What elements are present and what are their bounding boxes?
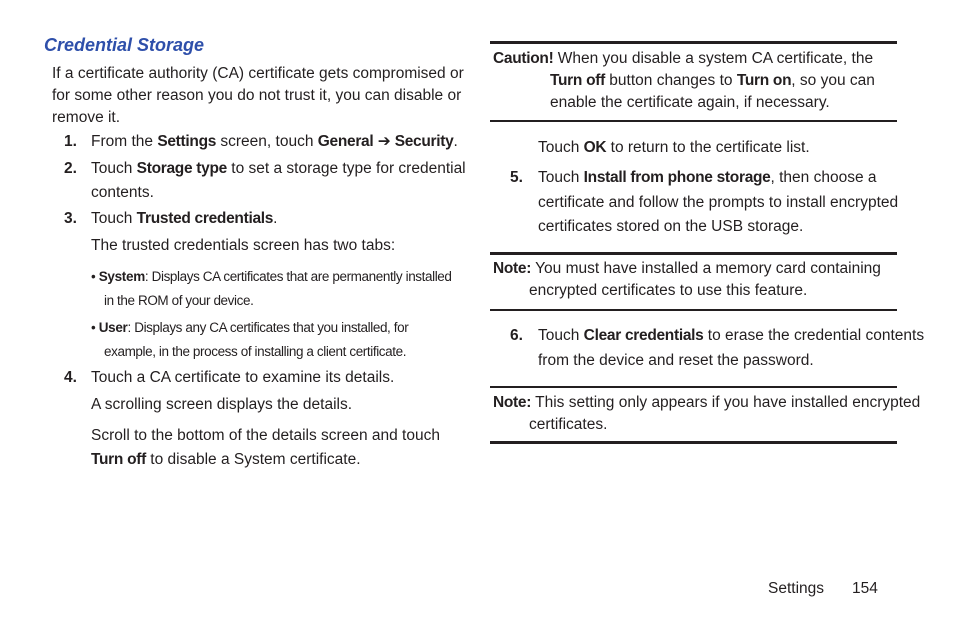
bold-term: Security bbox=[394, 133, 454, 150]
bold-term: Install from phone storage bbox=[583, 169, 771, 186]
step-2-text-line-2: contents. bbox=[91, 184, 154, 201]
text-span: Touch bbox=[538, 169, 584, 186]
caution-line-2 bbox=[550, 70, 875, 92]
bullet-system-line-2: in the ROM of your device. bbox=[104, 293, 254, 308]
bold-term: Turn off bbox=[550, 72, 605, 89]
text-span: When you disable a system CA certificate, the bbox=[553, 50, 874, 67]
bullet-user-line-2: example, in the process of installing a client certificate. bbox=[104, 344, 407, 359]
bold-term: System bbox=[98, 269, 145, 284]
text-span: From the bbox=[91, 133, 158, 150]
text-span: : Displays any CA certificates that you installed, for bbox=[127, 320, 409, 335]
bold-term: Turn on bbox=[736, 72, 792, 89]
text-span: to disable a System certificate. bbox=[145, 451, 361, 468]
bold-term: Turn off bbox=[91, 451, 146, 468]
note-2-line-2: certificates. bbox=[529, 416, 608, 433]
bullet-icon: • bbox=[91, 320, 96, 335]
step-3-subtext: The trusted credentials screen has two tabs: bbox=[91, 237, 396, 254]
caution-bottom-rule bbox=[490, 120, 897, 122]
text-span: . bbox=[453, 133, 458, 150]
text-span: to erase the credential contents bbox=[703, 327, 925, 344]
bold-term: Storage type bbox=[136, 160, 227, 177]
text-span: : Displays CA certificates that are permanently installed bbox=[144, 269, 452, 284]
caution-label: Caution! bbox=[493, 50, 554, 67]
step-4-text: Touch a CA certificate to examine its details. bbox=[91, 369, 395, 386]
text-span: button changes to bbox=[604, 72, 737, 89]
footer-section-name: Settings bbox=[768, 580, 825, 597]
step-number: 3. bbox=[64, 210, 77, 227]
caution-line-3: enable the certificate again, if necessary. bbox=[550, 94, 830, 111]
step-number: 2. bbox=[64, 160, 77, 177]
note-2-box bbox=[493, 392, 920, 414]
intro-line-3: remove it. bbox=[52, 109, 121, 126]
bold-term: OK bbox=[583, 139, 607, 156]
note-1-bottom-rule bbox=[490, 309, 897, 311]
bullet-user bbox=[91, 317, 408, 339]
bold-term: Clear credentials bbox=[583, 327, 704, 344]
step-4-subtext-2: Scroll to the bottom of the details screen and touch bbox=[91, 427, 440, 444]
text-span: Touch bbox=[538, 139, 584, 156]
note-1-line-2: encrypted certificates to use this feature. bbox=[529, 282, 808, 299]
arrow-icon: ➔ bbox=[377, 133, 391, 150]
note-label: Note: bbox=[493, 260, 532, 277]
step-number: 6. bbox=[510, 327, 523, 344]
intro-line-2: for some other reason you do not trust it, you can disable or bbox=[52, 87, 462, 104]
note-2-bottom-rule bbox=[490, 441, 897, 444]
text-span: , then choose a bbox=[770, 169, 877, 186]
text-span: to return to the certificate list. bbox=[606, 139, 810, 156]
step-5-text-line-3: certificates stored on the USB storage. bbox=[538, 218, 804, 235]
step-number: 5. bbox=[510, 169, 523, 186]
text-span: to set a storage type for credential bbox=[226, 160, 466, 177]
bold-term: General bbox=[317, 133, 374, 150]
note-1-top-rule bbox=[490, 252, 897, 255]
text-span: Touch bbox=[538, 327, 584, 344]
page-number: 154 bbox=[852, 580, 878, 597]
step-5-text bbox=[538, 167, 877, 189]
text-span: , so you can bbox=[791, 72, 875, 89]
step-4-subtext-1: A scrolling screen displays the details. bbox=[91, 396, 353, 413]
note-1-box bbox=[493, 258, 881, 280]
caution-top-rule bbox=[490, 41, 897, 44]
section-heading: Credential Storage bbox=[44, 35, 205, 55]
bold-term: User bbox=[98, 320, 128, 335]
text-span: This setting only appears if you have installed encrypted bbox=[531, 394, 921, 411]
step-6-text bbox=[538, 325, 924, 347]
step-5-text-line-2: certificate and follow the prompts to install encrypted bbox=[538, 194, 899, 211]
touch-ok-text bbox=[538, 137, 810, 159]
intro-line-1: If a certificate authority (CA) certificate gets compromised or bbox=[52, 65, 464, 82]
text-span: You must have installed a memory card containing bbox=[531, 260, 881, 277]
step-number: 4. bbox=[64, 369, 77, 386]
caution-box bbox=[493, 48, 873, 70]
text-span: Touch bbox=[91, 160, 137, 177]
bold-term: Trusted credentials bbox=[136, 210, 274, 227]
text-span: . bbox=[273, 210, 278, 227]
note-2-top-rule bbox=[490, 386, 897, 388]
bold-term: Settings bbox=[157, 133, 217, 150]
bullet-icon: • bbox=[91, 269, 96, 284]
step-1-text bbox=[91, 131, 458, 153]
step-3-text bbox=[91, 208, 277, 230]
step-6-text-line-2: from the device and reset the password. bbox=[538, 352, 814, 369]
step-number: 1. bbox=[64, 133, 77, 150]
text-span: Touch bbox=[91, 210, 137, 227]
bullet-system bbox=[91, 266, 452, 288]
step-4-subtext-3 bbox=[91, 449, 361, 471]
text-span: screen, touch bbox=[216, 133, 318, 150]
step-2-text bbox=[91, 158, 466, 180]
note-label: Note: bbox=[493, 394, 532, 411]
